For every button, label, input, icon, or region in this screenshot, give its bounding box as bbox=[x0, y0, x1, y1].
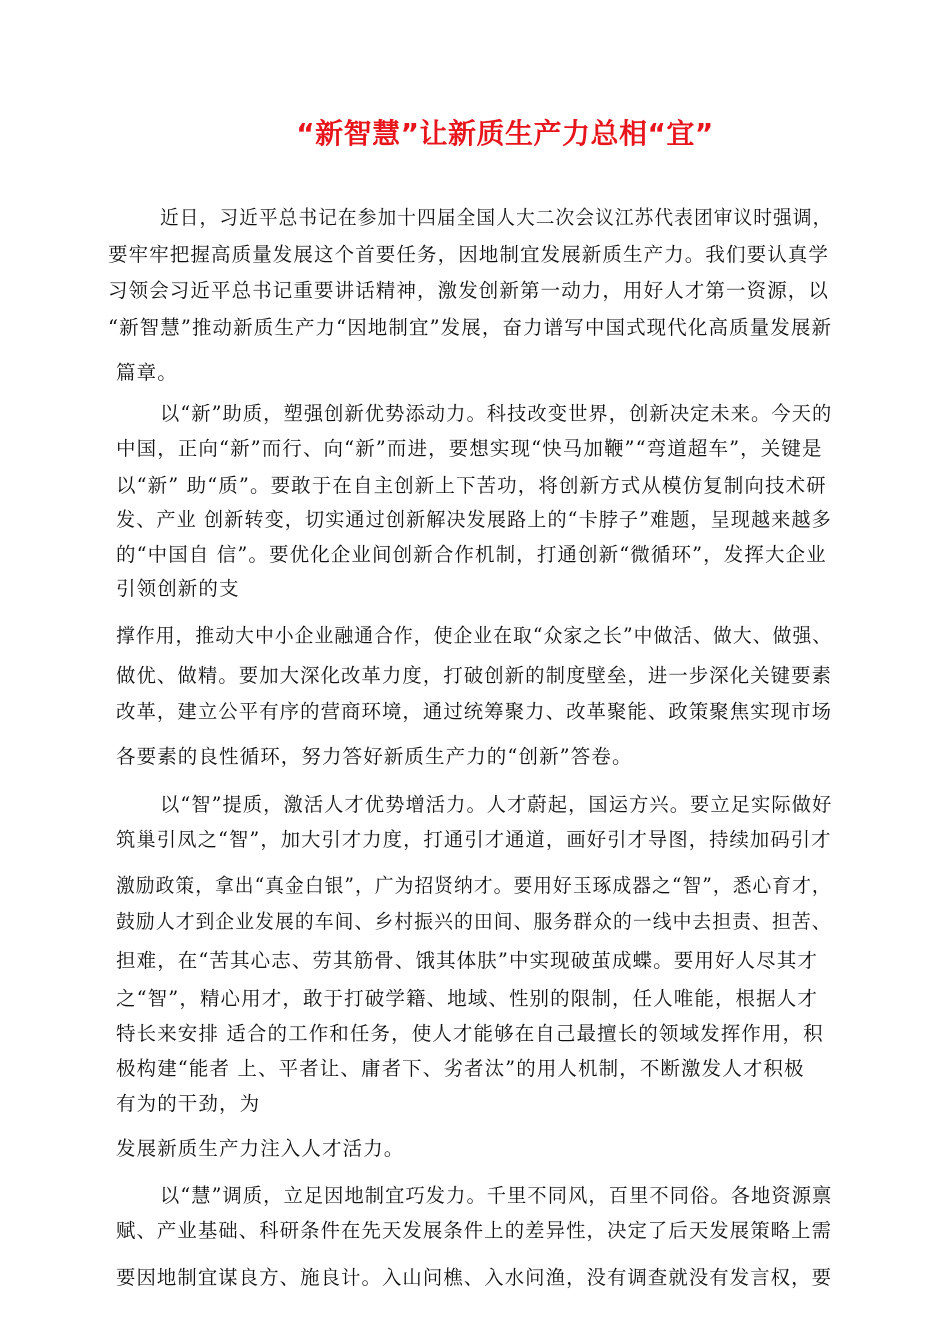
text-line: 习领会习近平总书记重要讲话精神，激发创新第一动力，用好人才第一资源，以 bbox=[108, 279, 830, 302]
text-line: 做优、做精。要加大深化改革力度，打破创新的制度壁垒，进一步深化关键要素 bbox=[116, 664, 833, 687]
text-line: 赋、产业基础、科研条件在先天发展条件上的差异性，决定了后天发展策略上需 bbox=[116, 1219, 833, 1242]
text-line: 引领创新的支 bbox=[116, 577, 240, 600]
text-line: 以“新”助质，塑强创新优势添动力。科技改变世界，创新决定未来。今天的 bbox=[160, 402, 833, 425]
text-line: 的“中国自 信”。要优化企业间创新合作机制，打通创新“微循环”，发挥大企业 bbox=[116, 543, 827, 566]
text-line: 鼓励人才到企业发展的车间、乡村振兴的田间、服务群众的一线中去担责、担苦、 bbox=[116, 910, 832, 933]
text-line: 筑巢引凤之“智”，加大引才力度，打通引才通道，画好引才导图，持续加码引才 bbox=[116, 828, 832, 851]
text-line: 以“慧”调质，立足因地制宜巧发力。千里不同风，百里不同俗。各地资源禀 bbox=[160, 1184, 833, 1207]
text-line: 以“智”提质，激活人才优势增活力。人才蔚起，国运方兴。要立足实际做好 bbox=[160, 793, 833, 816]
text-line: 发展新质生产力注入人才活力。 bbox=[116, 1137, 405, 1160]
text-line: 之“智”，精心用才，敢于打破学籍、地域、性别的限制，任人唯能，根据人才 bbox=[116, 987, 818, 1010]
text-line: “新智慧”推动新质生产力“因地制宜”发展，奋力谱写中国式现代化高质量发展新 bbox=[108, 316, 833, 339]
text-line: 激励政策，拿出“真金白银”，广为招贤纳才。要用好玉琢成器之“智”，悉心育才， bbox=[116, 874, 832, 897]
text-line: 各要素的良性循环，努力答好新质生产力的“创新”答卷。 bbox=[116, 745, 633, 768]
text-line: 担难，在“苦其心志、劳其筋骨、饿其体肤”中实现破茧成蝶。要用好人尽其才 bbox=[116, 949, 818, 972]
text-line: 特长来安排 适合的工作和任务，使人才能够在自己最擅长的领域发挥作用，积 bbox=[116, 1022, 824, 1045]
text-line: 要因地制宜谋良方、施良计。入山问樵、入水问渔，没有调查就没有发言权，要 bbox=[116, 1266, 833, 1289]
text-line: 中国，正向“新”而行、向“新”而进，要想实现“快马加鞭”“弯道超车”，关键是 bbox=[116, 437, 823, 460]
text-line: 极构建“能者 上、平者让、庸者下、劣者汰”的用人机制，不断激发人才积极 bbox=[116, 1057, 805, 1080]
text-line: 改革，建立公平有序的营商环境，通过统筹聚力、改革聚能、政策聚焦实现市场 bbox=[116, 700, 833, 723]
text-line: 篇章。 bbox=[116, 361, 178, 384]
text-line: 以“新” 助“质”。要敢于在自主创新上下苦功，将创新方式从模仿复制向技术研 bbox=[116, 474, 827, 497]
text-line: 有为的干劲，为 bbox=[116, 1092, 261, 1115]
text-line: 撑作用，推动大中小企业融通合作，使企业在取“众家之长”中做活、做大、做强、 bbox=[116, 624, 833, 647]
text-line: 要牢牢把握高质量发展这个首要任务，因地制宜发展新质生产力。我们要认真学 bbox=[108, 243, 830, 266]
article-title: “新智慧”让新质生产力总相“宜” bbox=[296, 117, 714, 150]
text-line: 近日，习近平总书记在参加十四届全国人大二次会议江苏代表团审议时强调， bbox=[160, 206, 833, 229]
text-line: 发、产业 创新转变，切实通过创新解决发展路上的“卡脖子”难题，呈现越来越多 bbox=[116, 508, 832, 531]
